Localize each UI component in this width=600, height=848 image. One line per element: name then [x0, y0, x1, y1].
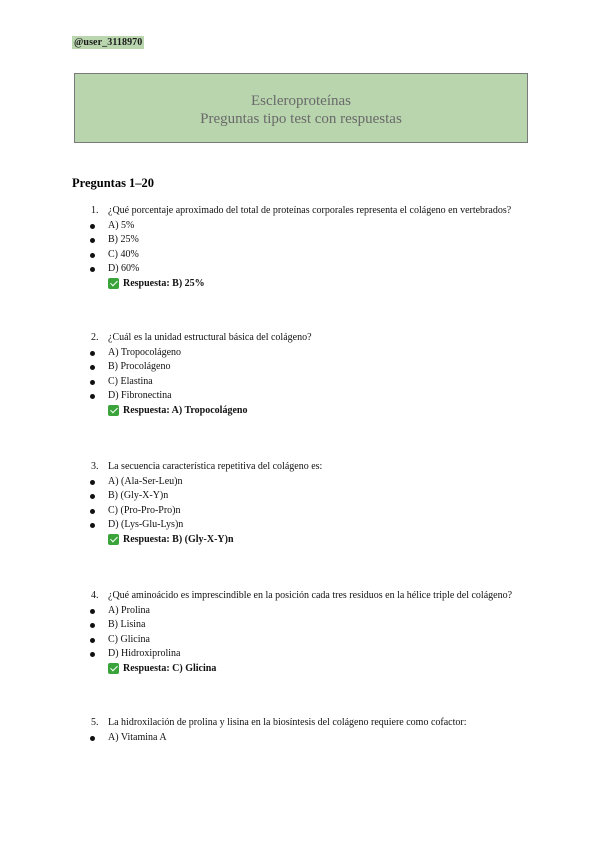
option-b [0, 618, 600, 633]
option-list [0, 219, 600, 277]
question-prompt: ¿Qué aminoácido es imprescindible en la posición cada tres residuos en la hélice triple del colágeno? [108, 590, 513, 601]
option-label: A) Vitamina A [108, 731, 167, 743]
question-4 [0, 589, 600, 676]
bullet-icon [90, 623, 95, 628]
bullet-icon [90, 253, 95, 258]
option-d [0, 389, 600, 404]
bullet-icon [90, 509, 95, 514]
answer-text: Respuesta: A) Tropocolágeno [123, 404, 248, 416]
option-label: A) 5% [108, 219, 135, 231]
option-b [0, 233, 600, 248]
option-label: D) 60% [108, 263, 140, 274]
bullet-icon [90, 736, 95, 741]
answer [0, 277, 600, 292]
bullet-icon [90, 609, 95, 614]
option-label: A) Prolina [108, 604, 150, 616]
bullet-icon [90, 394, 95, 399]
check-mark-icon [108, 278, 119, 289]
option-a [0, 604, 600, 619]
option-c [0, 633, 600, 648]
option-b [0, 360, 600, 375]
option-label: A) Tropocolágeno [108, 346, 182, 358]
answer-text: Respuesta: B) (Gly-X-Y)n [123, 533, 234, 545]
option-c [0, 504, 600, 519]
question-number: 3. [91, 461, 99, 472]
option-label: A) (Ala-Ser-Leu)n [108, 475, 183, 487]
option-b [0, 489, 600, 504]
question-number: 2. [91, 332, 99, 343]
option-label: C) Glicina [108, 633, 150, 645]
document-title: Escleroproteínas [251, 93, 351, 109]
option-label: C) 40% [108, 248, 139, 260]
option-a [0, 475, 600, 490]
question-5 [0, 716, 600, 745]
question-text [0, 204, 600, 219]
title-box [74, 73, 528, 143]
check-mark-icon [108, 405, 119, 416]
question-number: 5. [91, 717, 99, 728]
option-label: B) (Gly-X-Y)n [108, 490, 169, 501]
bullet-icon [90, 365, 95, 370]
question-1 [0, 204, 600, 291]
option-a [0, 346, 600, 361]
question-3 [0, 460, 600, 547]
option-list [0, 731, 600, 746]
bullet-icon [90, 480, 95, 485]
option-label: D) (Lys-Glu-Lys)n [108, 519, 184, 530]
question-prompt: La hidroxilación de prolina y lisina en la biosíntesis del colágeno requiere como cofactor: [108, 717, 467, 728]
option-c [0, 248, 600, 263]
bullet-icon [90, 638, 95, 643]
option-d [0, 262, 600, 277]
answer-text: Respuesta: C) Glicina [123, 662, 217, 674]
answer [0, 662, 600, 677]
bullet-icon [90, 267, 95, 272]
option-label: C) Elastina [108, 375, 153, 387]
bullet-icon [90, 652, 95, 657]
bullet-icon [90, 238, 95, 243]
bullet-icon [90, 380, 95, 385]
user-watermark: @user_3118970 [74, 37, 143, 48]
answer [0, 533, 600, 548]
section-heading: Preguntas 1–20 [72, 176, 155, 190]
bullet-icon [90, 224, 95, 229]
question-number: 1. [91, 205, 99, 216]
document-subtitle: Preguntas tipo test con respuestas [200, 111, 402, 127]
question-text [0, 331, 600, 346]
option-d [0, 518, 600, 533]
question-text [0, 716, 600, 731]
question-text [0, 460, 600, 475]
option-d [0, 647, 600, 662]
option-label: B) Lisina [108, 619, 146, 630]
question-prompt: ¿Qué porcentaje aproximado del total de proteínas corporales representa el colágeno en vertebrados? [108, 205, 512, 216]
option-list [0, 604, 600, 662]
option-label: D) Fibronectina [108, 390, 172, 401]
option-list [0, 346, 600, 404]
bullet-icon [90, 494, 95, 499]
option-list [0, 475, 600, 533]
option-label: B) 25% [108, 234, 139, 245]
answer-text: Respuesta: B) 25% [123, 277, 205, 289]
question-prompt: ¿Cuál es la unidad estructural básica del colágeno? [108, 332, 312, 343]
option-label: D) Hidroxiprolina [108, 648, 181, 659]
question-prompt: La secuencia característica repetitiva del colágeno es: [108, 461, 323, 472]
option-c [0, 375, 600, 390]
option-a [0, 219, 600, 234]
check-mark-icon [108, 534, 119, 545]
option-label: B) Procolágeno [108, 361, 171, 372]
answer [0, 404, 600, 419]
bullet-icon [90, 523, 95, 528]
question-2 [0, 331, 600, 418]
option-label: C) (Pro-Pro-Pro)n [108, 504, 181, 516]
option-a [0, 731, 600, 746]
question-number: 4. [91, 590, 99, 601]
question-text [0, 589, 600, 604]
question-list [0, 204, 600, 745]
check-mark-icon [108, 663, 119, 674]
bullet-icon [90, 351, 95, 356]
